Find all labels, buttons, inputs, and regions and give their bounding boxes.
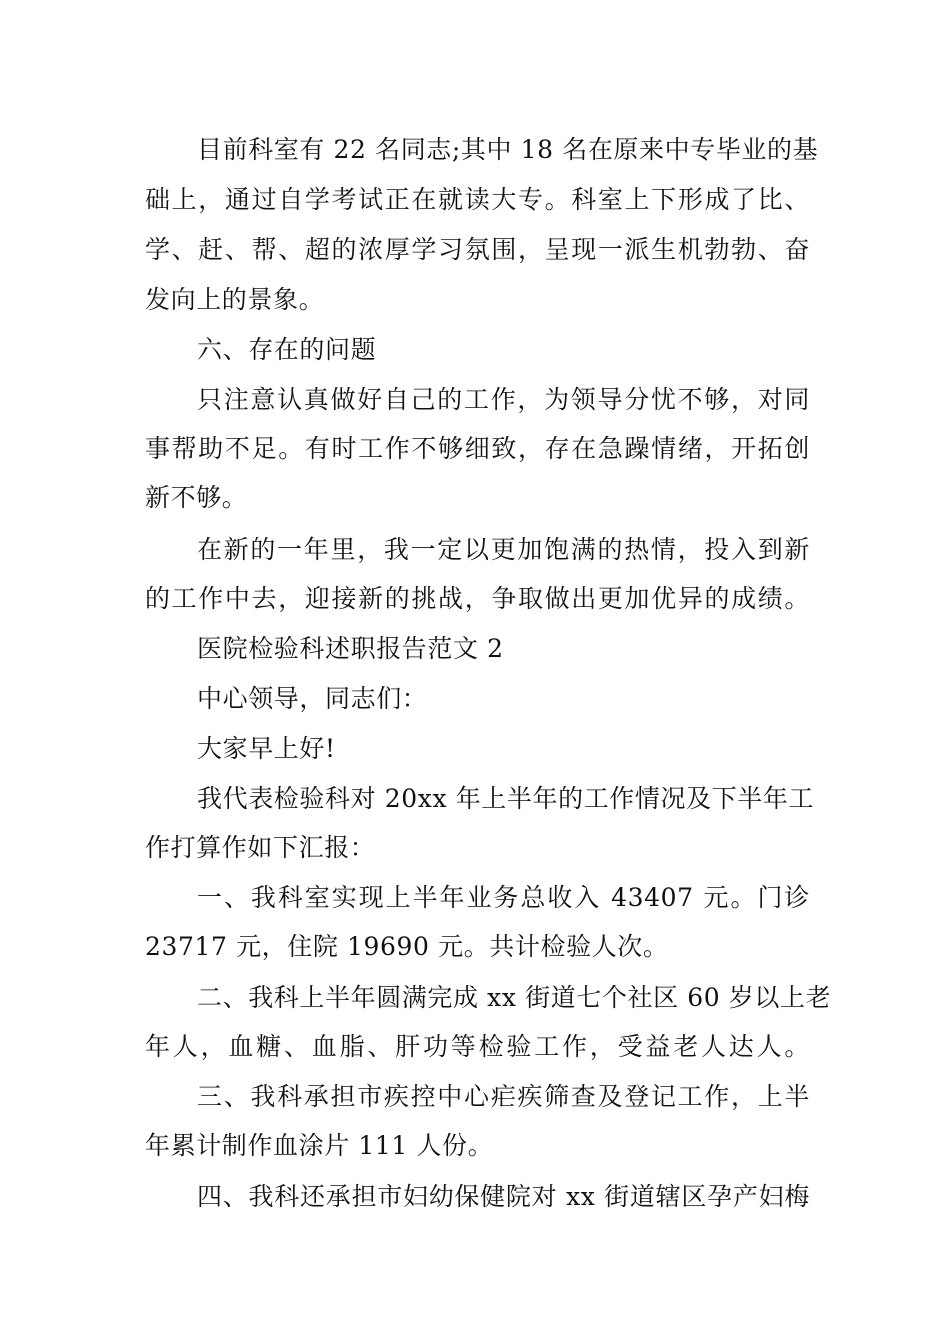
greeting: 大家早上好! xyxy=(197,734,336,763)
body-line-6: 只注意认真做好自己的工作，为领导分忧不够，对同 xyxy=(197,385,810,414)
body-line-20: 三、我科承担市疾控中心疟疾筛查及登记工作，上半 xyxy=(197,1082,810,1111)
body-line-4: 发向上的景象。 xyxy=(145,285,325,314)
section-heading-issues: 六、存在的问题 xyxy=(197,335,377,364)
body-line-17: 23717 元，住院 19690 元。共计检验人次。 xyxy=(145,932,669,961)
body-line-14: 我代表检验科对 20xx 年上半年的工作情况及下半年工 xyxy=(197,784,815,813)
body-line-19: 年人，血糖、血脂、肝功等检验工作，受益老人达人。 xyxy=(145,1032,810,1061)
body-line-22: 四、我科还承担市妇幼保健院对 xx 街道辖区孕产妇梅 xyxy=(197,1182,810,1211)
body-line-2: 础上，通过自学考试正在就读大专。科室上下形成了比、 xyxy=(145,185,810,214)
body-line-16: 一、我科室实现上半年业务总收入 43407 元。门诊 xyxy=(197,883,810,912)
body-line-7: 事帮助不足。有时工作不够细致，存在急躁情绪，开拓创 xyxy=(145,434,810,463)
body-line-1: 目前科室有 22 名同志;其中 18 名在原来中专毕业的基 xyxy=(197,135,819,164)
body-line-9: 在新的一年里，我一定以更加饱满的热情，投入到新 xyxy=(197,535,810,564)
body-line-8: 新不够。 xyxy=(145,483,248,512)
body-line-18: 二、我科上半年圆满完成 xx 街道七个社区 60 岁以上老 xyxy=(197,983,832,1012)
salutation: 中心领导，同志们： xyxy=(197,684,428,713)
body-line-21: 年累计制作血涂片 111 人份。 xyxy=(145,1131,494,1160)
body-line-15: 作打算作如下汇报： xyxy=(145,833,376,862)
report-title: 医院检验科述职报告范文 2 xyxy=(197,634,504,663)
body-line-10: 的工作中去，迎接新的挑战，争取做出更加优异的成绩。 xyxy=(145,584,810,613)
body-line-3: 学、赶、帮、超的浓厚学习氛围，呈现一派生机勃勃、奋 xyxy=(145,235,810,264)
